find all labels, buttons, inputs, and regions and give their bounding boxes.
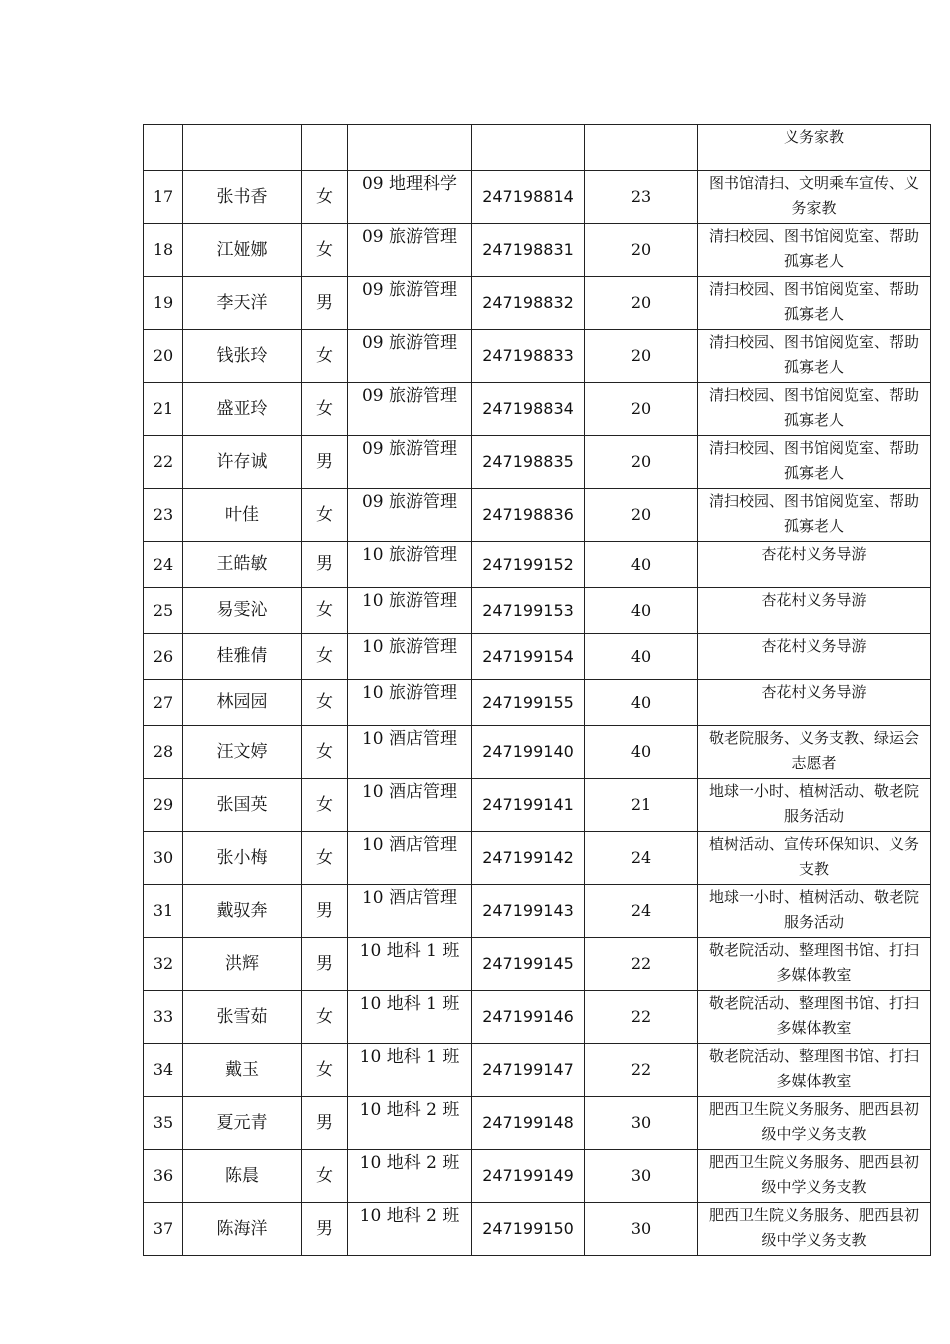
cell-gender: 女 (302, 726, 348, 779)
cell-student-id: 247199155 (472, 680, 585, 726)
cell-name: 汪文婷 (183, 726, 302, 779)
cell-major: 09 旅游管理 (348, 224, 472, 277)
cell-gender: 男 (302, 542, 348, 588)
table-row (144, 1203, 931, 1256)
cell-hours: 30 (585, 1150, 698, 1203)
table-row (144, 885, 931, 938)
cell-major: 10 旅游管理 (348, 588, 472, 634)
cell-gender: 男 (302, 1203, 348, 1256)
cell-gender: 男 (302, 277, 348, 330)
cell-hours: 40 (585, 542, 698, 588)
cell-name: 陈晨 (183, 1150, 302, 1203)
cell-hours: 22 (585, 991, 698, 1044)
cell-major: 09 旅游管理 (348, 330, 472, 383)
cell-gender: 男 (302, 938, 348, 991)
cell-gender: 女 (302, 832, 348, 885)
cell-no: 31 (144, 885, 183, 938)
table-row (144, 938, 931, 991)
cell-gender: 女 (302, 588, 348, 634)
cell-name: 王皓敏 (183, 542, 302, 588)
cell-name: 钱张玲 (183, 330, 302, 383)
cell-student-id: 247199141 (472, 779, 585, 832)
cell-no: 26 (144, 634, 183, 680)
cell-student-id: 247198834 (472, 383, 585, 436)
cell-gender: 男 (302, 436, 348, 489)
cell-activity: 肥西卫生院义务服务、肥西县初级中学义务支教 (698, 1097, 931, 1150)
cell-hours: 20 (585, 277, 698, 330)
cell-gender: 女 (302, 634, 348, 680)
cell-student-id: 247199150 (472, 1203, 585, 1256)
cell-major: 10 地科 2 班 (348, 1203, 472, 1256)
cell-no: 34 (144, 1044, 183, 1097)
cell-no: 20 (144, 330, 183, 383)
cell-activity: 杏花村义务导游 (698, 680, 931, 726)
cell-no: 29 (144, 779, 183, 832)
cell-name: 盛亚玲 (183, 383, 302, 436)
cell-gender: 男 (302, 885, 348, 938)
cell-gender: 女 (302, 991, 348, 1044)
cell-student-id: 247199145 (472, 938, 585, 991)
cell-name (183, 125, 302, 171)
cell-major: 09 旅游管理 (348, 277, 472, 330)
cell-gender: 女 (302, 224, 348, 277)
volunteer-roster-table (143, 124, 931, 1256)
cell-no: 22 (144, 436, 183, 489)
cell-major: 10 旅游管理 (348, 634, 472, 680)
cell-major: 09 地理科学 (348, 171, 472, 224)
table-row (144, 489, 931, 542)
cell-activity: 清扫校园、图书馆阅览室、帮助孤寡老人 (698, 277, 931, 330)
cell-gender: 女 (302, 330, 348, 383)
cell-no: 21 (144, 383, 183, 436)
cell-no: 35 (144, 1097, 183, 1150)
table-row (144, 171, 931, 224)
cell-no: 36 (144, 1150, 183, 1203)
table-row (144, 832, 931, 885)
cell-hours: 22 (585, 938, 698, 991)
cell-activity: 清扫校园、图书馆阅览室、帮助孤寡老人 (698, 330, 931, 383)
cell-name: 桂雅倩 (183, 634, 302, 680)
cell-hours: 30 (585, 1097, 698, 1150)
table-row (144, 1150, 931, 1203)
cell-hours: 21 (585, 779, 698, 832)
cell-student-id: 247199142 (472, 832, 585, 885)
cell-student-id: 247198814 (472, 171, 585, 224)
cell-activity: 清扫校园、图书馆阅览室、帮助孤寡老人 (698, 436, 931, 489)
cell-name: 张小梅 (183, 832, 302, 885)
cell-student-id: 247199154 (472, 634, 585, 680)
cell-major (348, 125, 472, 171)
cell-major: 10 旅游管理 (348, 542, 472, 588)
cell-no: 28 (144, 726, 183, 779)
cell-major: 10 地科 1 班 (348, 938, 472, 991)
cell-name: 叶佳 (183, 489, 302, 542)
cell-hours: 40 (585, 634, 698, 680)
table-row (144, 383, 931, 436)
cell-major: 10 酒店管理 (348, 832, 472, 885)
table-row (144, 726, 931, 779)
table-row (144, 991, 931, 1044)
cell-no: 18 (144, 224, 183, 277)
cell-student-id: 247199143 (472, 885, 585, 938)
cell-no: 25 (144, 588, 183, 634)
cell-activity: 清扫校园、图书馆阅览室、帮助孤寡老人 (698, 489, 931, 542)
cell-no: 24 (144, 542, 183, 588)
cell-major: 09 旅游管理 (348, 489, 472, 542)
cell-major: 10 旅游管理 (348, 680, 472, 726)
cell-activity: 图书馆清扫、文明乘车宣传、义务家教 (698, 171, 931, 224)
cell-major: 10 酒店管理 (348, 885, 472, 938)
cell-name: 江娅娜 (183, 224, 302, 277)
cell-name: 张国英 (183, 779, 302, 832)
cell-gender: 女 (302, 383, 348, 436)
cell-name: 林园园 (183, 680, 302, 726)
cell-activity: 义务家教 (698, 125, 931, 171)
cell-hours: 20 (585, 224, 698, 277)
cell-name: 戴玉 (183, 1044, 302, 1097)
cell-gender (302, 125, 348, 171)
cell-student-id: 247198835 (472, 436, 585, 489)
cell-no: 30 (144, 832, 183, 885)
cell-name: 李天洋 (183, 277, 302, 330)
cell-gender: 女 (302, 1044, 348, 1097)
cell-hours: 20 (585, 436, 698, 489)
table-row (144, 542, 931, 588)
cell-student-id: 247198831 (472, 224, 585, 277)
table-row (144, 277, 931, 330)
cell-name: 许存诚 (183, 436, 302, 489)
cell-hours: 30 (585, 1203, 698, 1256)
cell-activity: 植树活动、宣传环保知识、义务支教 (698, 832, 931, 885)
roster-body (144, 125, 931, 1256)
cell-no: 27 (144, 680, 183, 726)
table-row (144, 224, 931, 277)
cell-hours: 24 (585, 885, 698, 938)
cell-student-id: 247198836 (472, 489, 585, 542)
cell-student-id: 247199146 (472, 991, 585, 1044)
cell-activity: 地球一小时、植树活动、敬老院服务活动 (698, 885, 931, 938)
table-row (144, 680, 931, 726)
cell-activity: 清扫校园、图书馆阅览室、帮助孤寡老人 (698, 224, 931, 277)
cell-student-id: 247199152 (472, 542, 585, 588)
cell-student-id: 247199149 (472, 1150, 585, 1203)
cell-activity: 杏花村义务导游 (698, 588, 931, 634)
cell-gender: 女 (302, 1150, 348, 1203)
cell-activity: 敬老院活动、整理图书馆、打扫多媒体教室 (698, 1044, 931, 1097)
cell-name: 夏元青 (183, 1097, 302, 1150)
cell-hours: 40 (585, 588, 698, 634)
cell-activity: 敬老院活动、整理图书馆、打扫多媒体教室 (698, 938, 931, 991)
cell-name: 戴驭奔 (183, 885, 302, 938)
table-row (144, 1097, 931, 1150)
cell-hours: 20 (585, 330, 698, 383)
cell-major: 10 酒店管理 (348, 779, 472, 832)
cell-student-id: 247199148 (472, 1097, 585, 1150)
cell-student-id: 247199153 (472, 588, 585, 634)
cell-name: 张雪茹 (183, 991, 302, 1044)
cell-gender: 男 (302, 1097, 348, 1150)
cell-no: 32 (144, 938, 183, 991)
table-row (144, 330, 931, 383)
cell-hours (585, 125, 698, 171)
table-row-continued (144, 125, 931, 171)
cell-activity: 杏花村义务导游 (698, 542, 931, 588)
table-row (144, 588, 931, 634)
cell-hours: 23 (585, 171, 698, 224)
cell-hours: 40 (585, 726, 698, 779)
cell-activity: 敬老院活动、整理图书馆、打扫多媒体教室 (698, 991, 931, 1044)
cell-student-id: 247199147 (472, 1044, 585, 1097)
cell-no: 19 (144, 277, 183, 330)
cell-gender: 女 (302, 489, 348, 542)
table-row (144, 1044, 931, 1097)
cell-no: 37 (144, 1203, 183, 1256)
cell-student-id: 247198832 (472, 277, 585, 330)
cell-name: 易雯沁 (183, 588, 302, 634)
cell-activity: 肥西卫生院义务服务、肥西县初级中学义务支教 (698, 1203, 931, 1256)
cell-name: 张书香 (183, 171, 302, 224)
cell-gender: 女 (302, 680, 348, 726)
cell-hours: 40 (585, 680, 698, 726)
cell-gender: 女 (302, 171, 348, 224)
cell-major: 10 地科 1 班 (348, 991, 472, 1044)
cell-major: 10 地科 1 班 (348, 1044, 472, 1097)
cell-activity: 杏花村义务导游 (698, 634, 931, 680)
cell-student-id: 247198833 (472, 330, 585, 383)
cell-hours: 20 (585, 489, 698, 542)
cell-major: 10 地科 2 班 (348, 1150, 472, 1203)
cell-hours: 20 (585, 383, 698, 436)
cell-major: 09 旅游管理 (348, 383, 472, 436)
cell-major: 09 旅游管理 (348, 436, 472, 489)
table-row (144, 634, 931, 680)
cell-student-id (472, 125, 585, 171)
cell-no: 23 (144, 489, 183, 542)
cell-no: 17 (144, 171, 183, 224)
cell-name: 陈海洋 (183, 1203, 302, 1256)
cell-student-id: 247199140 (472, 726, 585, 779)
cell-activity: 敬老院服务、义务支教、绿运会志愿者 (698, 726, 931, 779)
cell-gender: 女 (302, 779, 348, 832)
cell-no: 33 (144, 991, 183, 1044)
cell-no (144, 125, 183, 171)
cell-name: 洪辉 (183, 938, 302, 991)
cell-activity: 清扫校园、图书馆阅览室、帮助孤寡老人 (698, 383, 931, 436)
cell-hours: 24 (585, 832, 698, 885)
cell-major: 10 地科 2 班 (348, 1097, 472, 1150)
table-row (144, 779, 931, 832)
cell-activity: 地球一小时、植树活动、敬老院服务活动 (698, 779, 931, 832)
cell-hours: 22 (585, 1044, 698, 1097)
cell-activity: 肥西卫生院义务服务、肥西县初级中学义务支教 (698, 1150, 931, 1203)
table-row (144, 436, 931, 489)
cell-major: 10 酒店管理 (348, 726, 472, 779)
